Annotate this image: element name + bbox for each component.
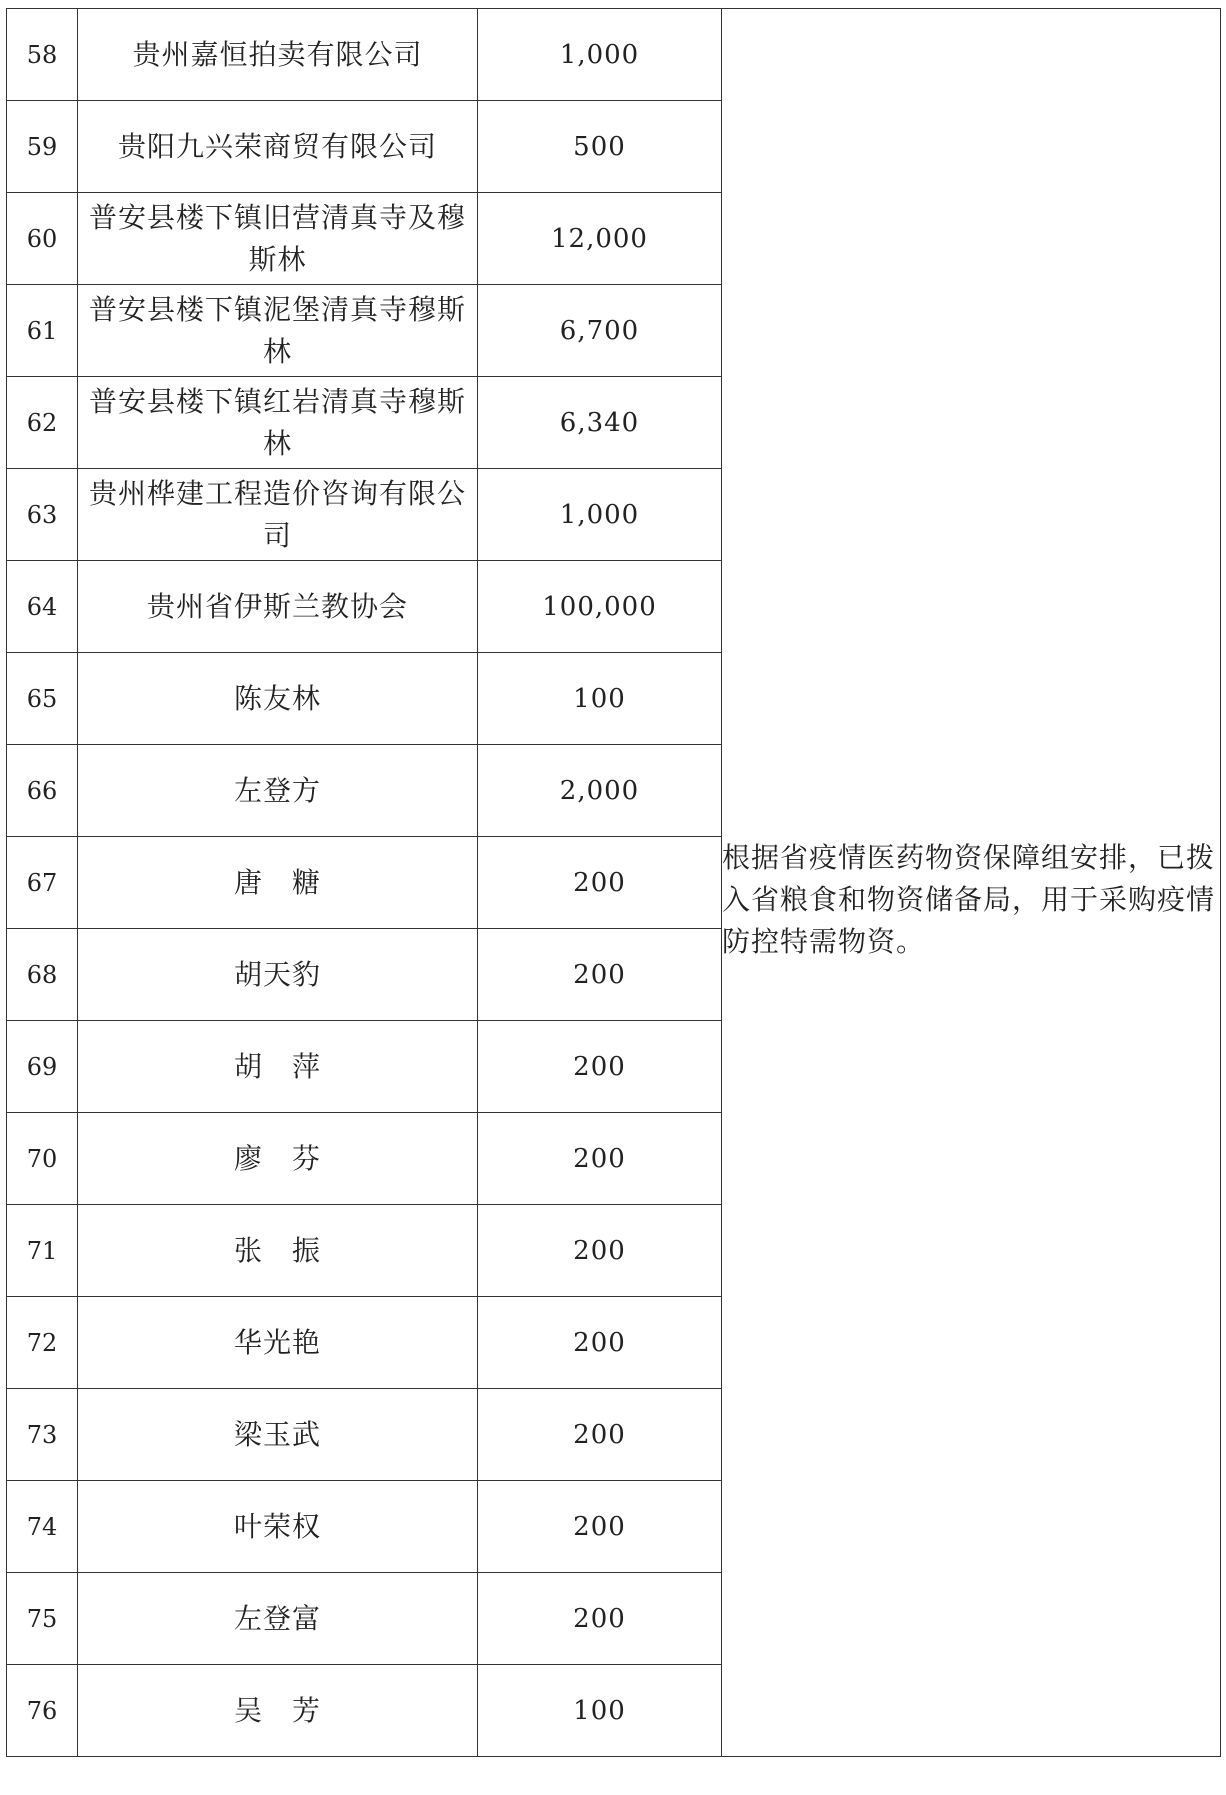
row-number: 69 (7, 1021, 78, 1113)
row-number: 73 (7, 1389, 78, 1481)
donor-name: 贵州桦建工程造价咨询有限公司 (78, 469, 478, 561)
donation-amount: 200 (478, 1205, 722, 1297)
row-number: 67 (7, 837, 78, 929)
row-number: 68 (7, 929, 78, 1021)
donation-amount: 12,000 (478, 193, 722, 285)
donor-name: 陈友林 (78, 653, 478, 745)
row-number: 59 (7, 101, 78, 193)
donation-amount: 2,000 (478, 745, 722, 837)
donation-amount: 6,340 (478, 377, 722, 469)
donor-name: 左登富 (78, 1573, 478, 1665)
donation-table-body (7, 9, 1221, 1757)
donor-name: 唐 糖 (78, 837, 478, 929)
donation-amount: 200 (478, 1481, 722, 1573)
donor-name: 普安县楼下镇泥堡清真寺穆斯林 (78, 285, 478, 377)
row-number: 62 (7, 377, 78, 469)
donation-amount: 200 (478, 1389, 722, 1481)
donor-name: 贵阳九兴荣商贸有限公司 (78, 101, 478, 193)
donor-name: 左登方 (78, 745, 478, 837)
donation-amount: 500 (478, 101, 722, 193)
donation-amount: 1,000 (478, 9, 722, 101)
donation-amount: 100 (478, 1665, 722, 1757)
row-number: 65 (7, 653, 78, 745)
donor-name: 梁玉武 (78, 1389, 478, 1481)
row-number: 70 (7, 1113, 78, 1205)
donor-name: 贵州省伊斯兰教协会 (78, 561, 478, 653)
row-number: 66 (7, 745, 78, 837)
donation-table (6, 8, 1221, 1757)
row-number: 61 (7, 285, 78, 377)
row-number: 75 (7, 1573, 78, 1665)
row-number: 64 (7, 561, 78, 653)
donor-name: 胡 萍 (78, 1021, 478, 1113)
donor-name: 廖 芬 (78, 1113, 478, 1205)
donor-name: 吴 芳 (78, 1665, 478, 1757)
row-number: 60 (7, 193, 78, 285)
donation-amount: 200 (478, 1113, 722, 1205)
donation-amount: 1,000 (478, 469, 722, 561)
allocation-note (722, 9, 1221, 1757)
table-row (7, 9, 1221, 101)
donor-name: 贵州嘉恒拍卖有限公司 (78, 9, 478, 101)
donor-name: 胡天豹 (78, 929, 478, 1021)
allocation-note-text: 根据省疫情医药物资保障组安排，已拨入省粮食和物资储备局，用于采购疫情防控特需物资。 (722, 841, 1216, 958)
donor-name: 华光艳 (78, 1297, 478, 1389)
donor-name: 普安县楼下镇红岩清真寺穆斯林 (78, 377, 478, 469)
donation-amount: 100 (478, 653, 722, 745)
row-number: 74 (7, 1481, 78, 1573)
donation-amount: 200 (478, 1021, 722, 1113)
row-number: 72 (7, 1297, 78, 1389)
donation-amount: 200 (478, 1573, 722, 1665)
row-number: 58 (7, 9, 78, 101)
donation-amount: 200 (478, 929, 722, 1021)
donation-amount: 200 (478, 837, 722, 929)
row-number: 71 (7, 1205, 78, 1297)
donor-name: 普安县楼下镇旧营清真寺及穆斯林 (78, 193, 478, 285)
donor-name: 张 振 (78, 1205, 478, 1297)
donor-name: 叶荣权 (78, 1481, 478, 1573)
donation-amount: 6,700 (478, 285, 722, 377)
donation-amount: 100,000 (478, 561, 722, 653)
row-number: 63 (7, 469, 78, 561)
donation-amount: 200 (478, 1297, 722, 1389)
row-number: 76 (7, 1665, 78, 1757)
